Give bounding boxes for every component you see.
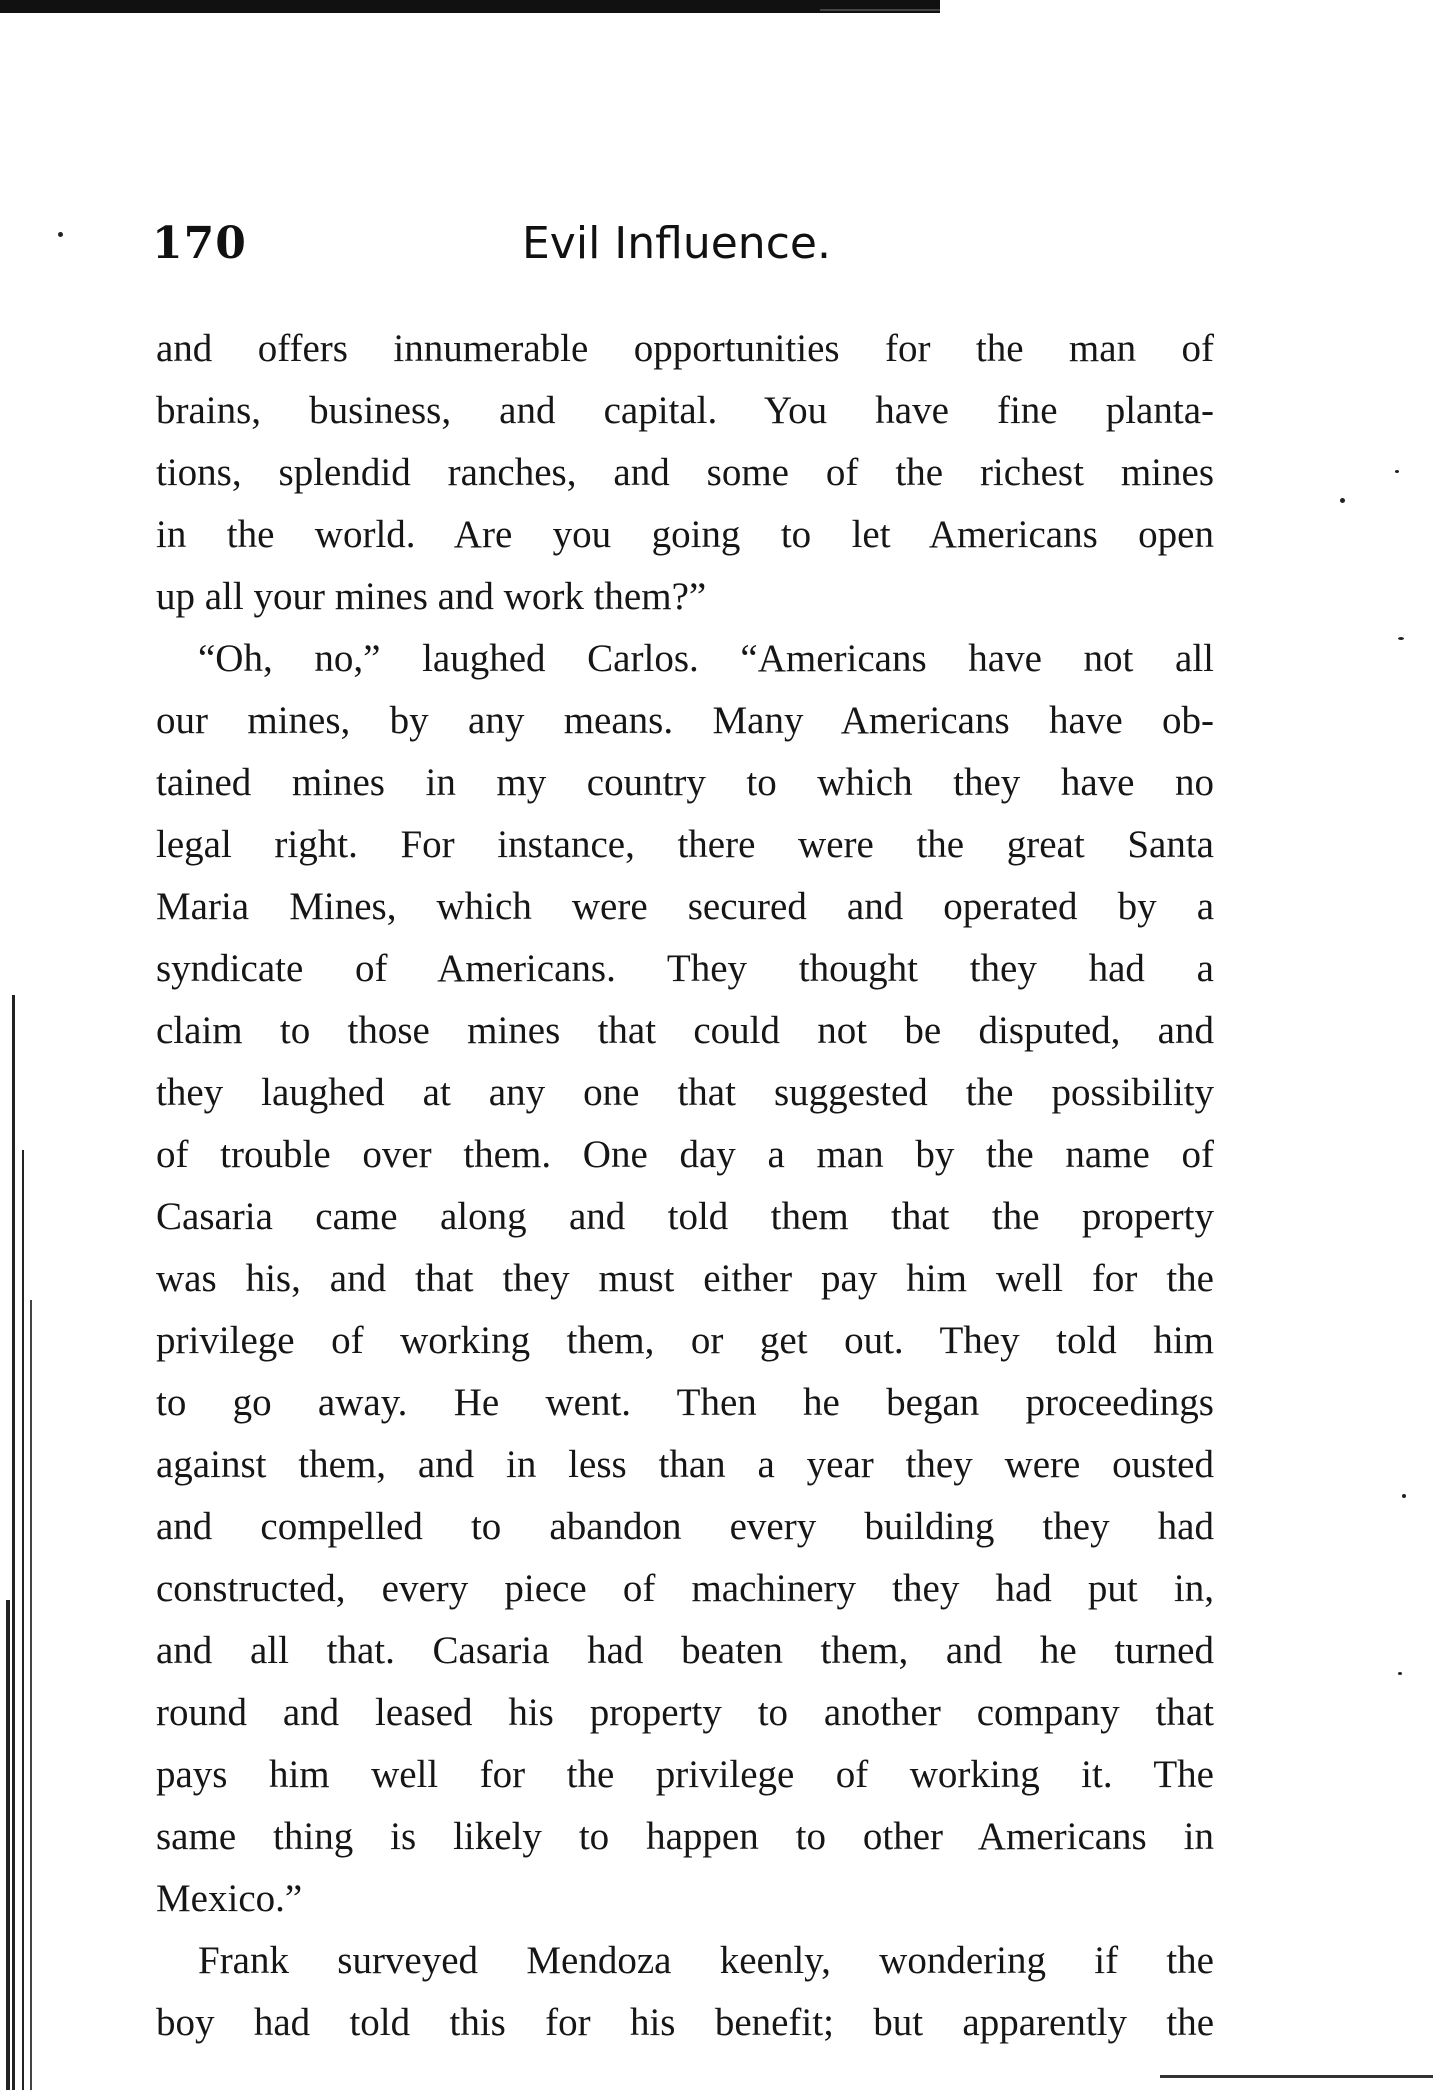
body-text	[156, 318, 1214, 2054]
text-line: against them, and in less than a year they were ousted	[156, 1443, 1214, 1486]
text-line: tained mines in my country to which they have no	[156, 761, 1214, 804]
text-line: tions, splendid ranches, and some of the richest mines	[156, 451, 1214, 494]
top-rule	[0, 0, 940, 13]
text-line: “Oh, no,” laughed Carlos. “Americans have not all	[198, 637, 1214, 680]
text-line: brains, business, and capital. You have fine planta-	[156, 389, 1214, 432]
text-line: up all your mines and work them?”	[156, 575, 707, 618]
text-line: same thing is likely to happen to other Americans in	[156, 1815, 1214, 1858]
scan-speck	[1402, 1494, 1406, 1498]
page-header	[152, 218, 1212, 288]
text-line: of trouble over them. One day a man by the name of	[156, 1133, 1214, 1176]
text-line: legal right. For instance, there were the great Santa	[156, 823, 1214, 866]
top-rule-thin	[820, 9, 940, 11]
binding-shadow-line	[30, 1300, 32, 2090]
text-line: privilege of working them, or get out. They told him	[156, 1319, 1214, 1362]
binding-shadow-line	[12, 995, 15, 2090]
binding-shadow-line	[6, 1600, 10, 2090]
text-line: constructed, every piece of machinery they had put in,	[156, 1567, 1214, 1610]
scan-speck	[1395, 470, 1399, 473]
scan-speck	[1398, 1672, 1402, 1675]
text-line: Casaria came along and told them that the property	[156, 1195, 1214, 1238]
binding-shadow-line	[22, 1150, 24, 2090]
page-number: 170	[152, 218, 247, 269]
text-line: in the world. Are you going to let Americans open	[156, 513, 1214, 556]
text-line: Frank surveyed Mendoza keenly, wondering if the	[198, 1939, 1214, 1982]
text-line: syndicate of Americans. They thought they had a	[156, 947, 1214, 990]
text-line: boy had told this for his benefit; but apparently the	[156, 2001, 1214, 2044]
bottom-rule	[1160, 2075, 1433, 2078]
text-line: Mexico.”	[156, 1877, 303, 1920]
text-line: round and leased his property to another company that	[156, 1691, 1214, 1734]
text-line: and all that. Casaria had beaten them, and he turned	[156, 1629, 1214, 1672]
text-line: our mines, by any means. Many Americans have ob-	[156, 699, 1214, 742]
scan-speck	[1340, 498, 1345, 503]
text-line: and compelled to abandon every building they had	[156, 1505, 1214, 1548]
text-line: and offers innumerable opportunities for the man of	[156, 327, 1214, 370]
text-line: to go away. He went. Then he began proceedings	[156, 1381, 1214, 1424]
running-title: Evil Influence.	[522, 218, 831, 269]
text-line: Maria Mines, which were secured and operated by a	[156, 885, 1214, 928]
text-line: was his, and that they must either pay him well for the	[156, 1257, 1214, 1300]
text-line: claim to those mines that could not be disputed, and	[156, 1009, 1214, 1052]
text-line: pays him well for the privilege of working it. The	[156, 1753, 1214, 1796]
scan-speck	[1398, 637, 1404, 640]
scan-speck	[58, 232, 63, 237]
text-line: they laughed at any one that suggested the possibility	[156, 1071, 1214, 1114]
